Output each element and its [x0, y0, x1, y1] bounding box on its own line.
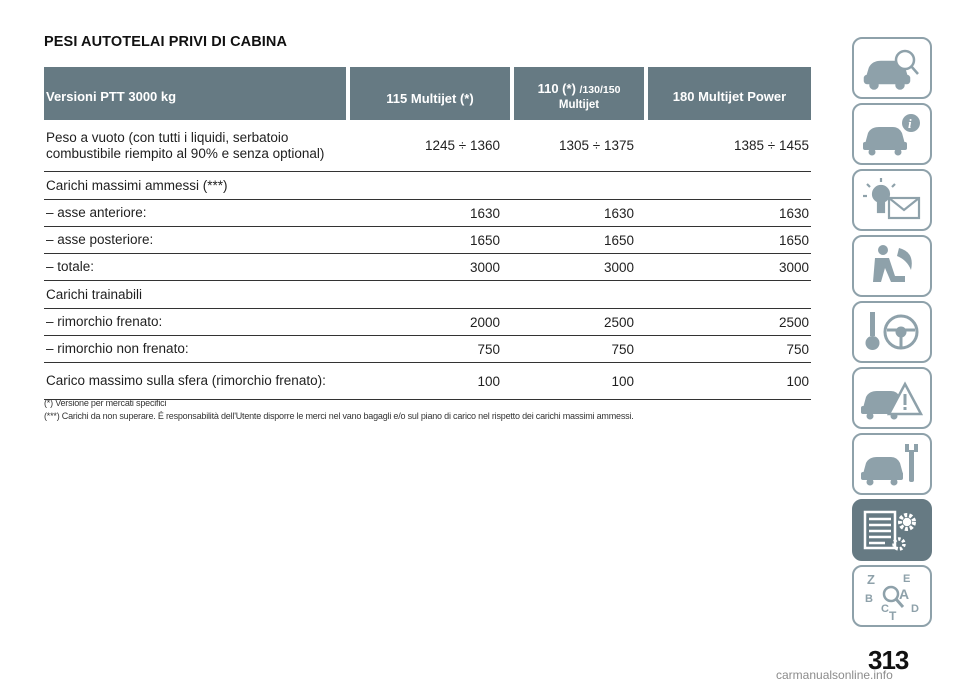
row-label: Peso a vuoto (con tutti i liquidi, serbatoio combustibile riempito al 90% e senza optional)	[46, 129, 325, 161]
row-value: 3000	[778, 259, 809, 275]
alphabet-index-icon	[861, 572, 923, 620]
svg-text:i: i	[908, 116, 912, 131]
seatbelt-airbag-icon	[861, 242, 923, 290]
table-row	[44, 336, 811, 363]
table-row	[44, 172, 811, 200]
car-warning-triangle-icon	[861, 374, 923, 422]
spec-list-gears-icon	[861, 506, 923, 554]
index-letter: B	[865, 593, 873, 605]
table-row	[44, 254, 811, 281]
footnote-market: (*) Versione per mercati specifici	[44, 398, 167, 408]
header-115-multijet	[350, 67, 510, 120]
row-value: 1245 ÷ 1360	[425, 138, 500, 153]
header-110-line	[538, 81, 621, 96]
row-value: 100	[611, 373, 634, 389]
table-row	[44, 309, 811, 336]
row-label: – rimorchio non frenato:	[46, 341, 189, 356]
header-versions-label: Versioni PTT 3000 kg	[46, 89, 177, 104]
index-letter: C	[881, 603, 889, 615]
row-value: 750	[611, 341, 634, 357]
row-value: 2000	[469, 314, 500, 330]
row-label: Carico massimo sulla sfera (rimorchio frenato):	[46, 373, 326, 388]
row-value: 1630	[469, 205, 500, 221]
index-letter: Z	[867, 572, 875, 587]
row-value: 1305 ÷ 1375	[559, 138, 634, 153]
header-110-sub: Multijet	[558, 99, 600, 111]
row-label: Carichi trainabili	[46, 286, 143, 302]
tab-starting-driving[interactable]	[852, 301, 932, 363]
row-label: – asse posteriore:	[46, 232, 154, 247]
table-header	[44, 67, 811, 120]
car-info-icon	[861, 110, 923, 158]
tab-servicing[interactable]	[852, 433, 932, 495]
tab-knowing-dashboard[interactable]	[852, 103, 932, 165]
row-value: 1630	[603, 205, 634, 221]
row-label: – rimorchio frenato:	[46, 314, 163, 329]
row-value: 100	[477, 373, 500, 389]
index-letter: T	[889, 609, 897, 620]
warning-light-envelope-icon	[861, 176, 923, 224]
table-row	[44, 120, 811, 172]
row-label: – totale:	[46, 259, 95, 274]
row-value: 1650	[603, 232, 634, 248]
tab-index[interactable]	[852, 565, 932, 627]
tab-safety[interactable]	[852, 235, 932, 297]
row-value: 100	[786, 373, 809, 389]
row-label: – asse anteriore:	[46, 205, 147, 220]
index-letter: D	[911, 603, 919, 615]
row-value: 3000	[603, 259, 634, 275]
chapter-tabs	[852, 37, 932, 631]
index-letter: E	[903, 573, 911, 585]
tab-warning-lights[interactable]	[852, 169, 932, 231]
row-value: 750	[477, 341, 500, 357]
header-180-multijet-power	[648, 67, 811, 120]
page-title: PESI AUTOTELAI PRIVI DI CABINA	[44, 34, 288, 50]
row-value: 3000	[469, 259, 500, 275]
header-110-130-150-multijet	[514, 67, 644, 120]
header-versions	[44, 67, 346, 120]
tab-emergency[interactable]	[852, 367, 932, 429]
weights-table	[44, 67, 811, 400]
table-row	[44, 363, 811, 400]
page-number: 313	[868, 645, 909, 675]
car-magnifier-icon	[861, 44, 923, 92]
header-110-main: 110 (*)	[537, 81, 576, 96]
table-row	[44, 281, 811, 309]
row-label: Carichi massimi ammessi (***)	[46, 177, 228, 193]
car-wrench-icon	[861, 440, 923, 488]
index-letter: A	[899, 586, 910, 602]
row-value: 2500	[603, 314, 634, 330]
header-115-label: 115 Multijet (*)	[386, 91, 474, 106]
table-row	[44, 200, 811, 227]
header-180-label: 180 Multijet Power	[672, 89, 787, 104]
tab-technical-specifications[interactable]	[852, 499, 932, 561]
header-110-sup: /130/150	[579, 84, 621, 96]
footnote-max-loads: (***) Carichi da non superare. É responsabilità dell'Utente disporre le merci nel vano bagagli e/o sul piano di carico nel rispetto dei carichi massimi ammessi.	[44, 411, 634, 421]
row-value: 750	[786, 341, 809, 357]
row-value: 1650	[469, 232, 500, 248]
row-value: 1650	[778, 232, 809, 248]
row-value: 1385 ÷ 1455	[734, 138, 809, 153]
row-value: 1630	[778, 205, 809, 221]
watermark: carmanualsonline.info	[776, 668, 893, 682]
table-row	[44, 227, 811, 254]
key-steering-wheel-icon	[861, 308, 923, 356]
footnotes	[44, 397, 634, 423]
tab-getting-to-know[interactable]	[852, 37, 932, 99]
row-value: 2500	[778, 314, 809, 330]
